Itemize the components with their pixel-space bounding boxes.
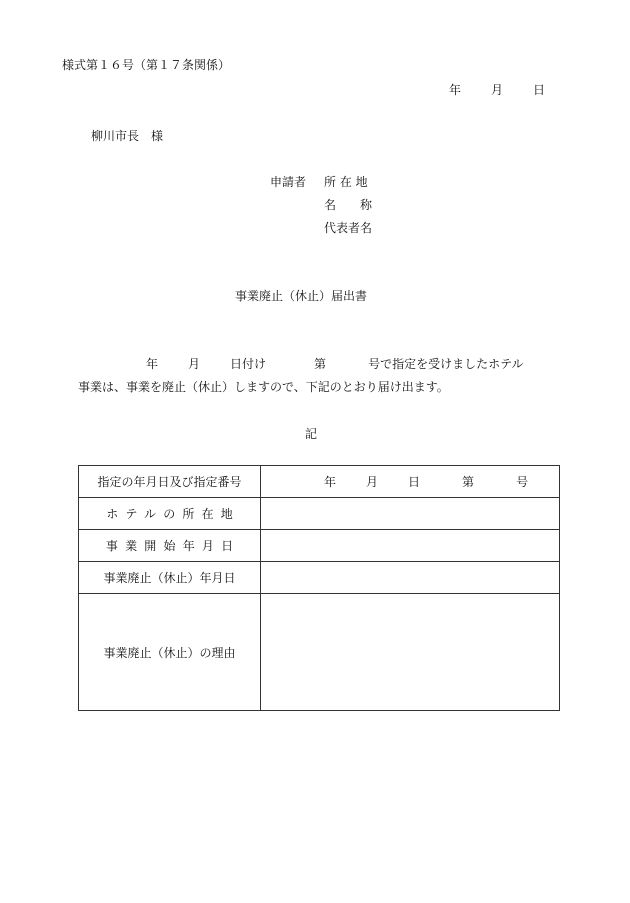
body-rest: 号で指定を受けましたホテル: [368, 357, 524, 371]
hotel-location-label: ホテルの所在地: [79, 498, 261, 530]
body-day: 日付け: [230, 357, 267, 371]
closure-reason-label: 事業廃止（休止）の理由: [79, 594, 261, 711]
applicant-address-label: 所 在 地: [324, 175, 368, 189]
body-year: 年: [146, 357, 159, 371]
body-month: 月: [188, 357, 201, 371]
document-title: 事業廃止（休止）届出書: [235, 289, 368, 303]
addressee: 柳川市長 様: [91, 129, 164, 143]
hotel-location-value[interactable]: [261, 498, 560, 530]
closure-date-label: 事業廃止（休止）年月日: [79, 562, 261, 594]
table-row: [79, 562, 560, 594]
date-year-label: 年: [449, 83, 462, 97]
form-number: 様式第１６号（第１７条関係）: [62, 58, 231, 72]
applicant-name-label: 名 称: [324, 198, 373, 212]
table-row: [79, 466, 560, 498]
table-row: [79, 530, 560, 562]
date-line: [449, 83, 545, 97]
closure-reason-value[interactable]: [261, 594, 560, 711]
business-start-date-label: 事業開始年月日: [79, 530, 261, 562]
body-line-1: [146, 357, 523, 371]
body-line-2: 事業は、事業を廃止（休止）しますので、下記のとおり届け出ます。: [78, 380, 449, 394]
designation-date-number-label: 指定の年月日及び指定番号: [79, 466, 261, 498]
info-table: [78, 465, 560, 711]
ki-heading: 記: [305, 427, 318, 441]
applicant-representative-label: 代表者名: [324, 221, 373, 235]
body-dai: 第: [314, 357, 327, 371]
designation-date-number-value[interactable]: [261, 466, 560, 498]
date-day-label: 日: [533, 83, 546, 97]
business-start-date-value[interactable]: [261, 530, 560, 562]
designation-go: 号: [516, 475, 529, 489]
closure-date-value[interactable]: [261, 562, 560, 594]
designation-month: 月: [366, 475, 379, 489]
table-row: [79, 594, 560, 711]
designation-dai: 第: [462, 475, 475, 489]
designation-year: 年: [324, 475, 337, 489]
designation-day: 日: [408, 475, 421, 489]
date-month-label: 月: [491, 83, 504, 97]
applicant-label: 申請者: [270, 175, 307, 189]
table-row: [79, 498, 560, 530]
